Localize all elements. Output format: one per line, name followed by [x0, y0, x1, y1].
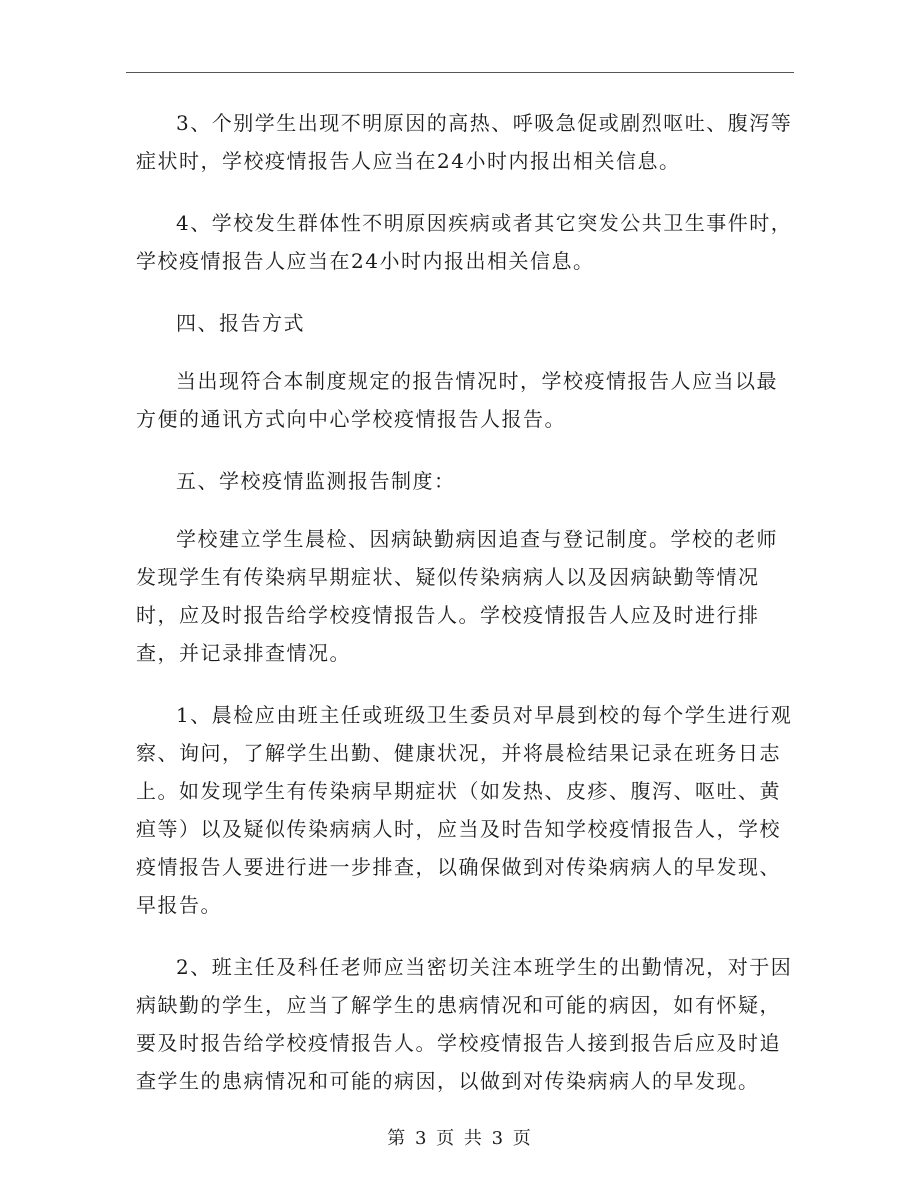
paragraph-attendance: 2、班主任及科任老师应当密切关注本班学生的出勤情况，对于因病缺勤的学生，应当了解学生的患病情况和可能的病因，如有怀疑，要及时报告给学校疫情报告人。学校疫情报告人接到报告后应及时追查学生的患病情况和可能的病因，以做到对传染病病人的早发现。 [136, 955, 793, 1093]
page-footer [0, 1124, 920, 1150]
section-heading-monitoring: 五、学校疫情监测报告制度： [176, 469, 456, 493]
paragraph-item-4: 4、学校发生群体性不明原因疾病或者其它突发公共卫生事件时，学校疫情报告人应当在24小时内报出相关信息。 [136, 211, 793, 273]
section-heading-report-method: 四、报告方式 [176, 311, 305, 335]
paragraph-report-method: 当出现符合本制度规定的报告情况时，学校疫情报告人应当以最方便的通讯方式向中心学校疫情报告人报告。 [136, 369, 778, 431]
page-number: 第 3 页 共 3 页 [387, 1128, 533, 1149]
paragraph-morning-check: 1、晨检应由班主任或班级卫生委员对早晨到校的每个学生进行观察、询问，了解学生出勤、健康状况，并将晨检结果记录在班务日志上。如发现学生有传染病早期症状（如发热、皮疹、腹泻、呕吐、黄疸等）以及疑似传染病病人时，应当及时告知学校疫情报告人，学校疫情报告人要进行进一步排查，以确保做到对传染病病人的早发现、早报告。 [136, 703, 793, 917]
paragraph-monitoring-intro: 学校建立学生晨检、因病缺勤病因追查与登记制度。学校的老师发现学生有传染病早期症状、疑似传染病病人以及因病缺勤等情况时，应及时报告给学校疫情报告人。学校疫情报告人应及时进行排查，并记录排查情况。 [136, 527, 778, 665]
header-rule [126, 72, 794, 73]
paragraph-item-3: 3、个别学生出现不明原因的高热、呼吸急促或剧烈呕吐、腹泻等症状时，学校疫情报告人应当在24小时内报出相关信息。 [136, 111, 793, 173]
document-body [136, 104, 796, 1124]
